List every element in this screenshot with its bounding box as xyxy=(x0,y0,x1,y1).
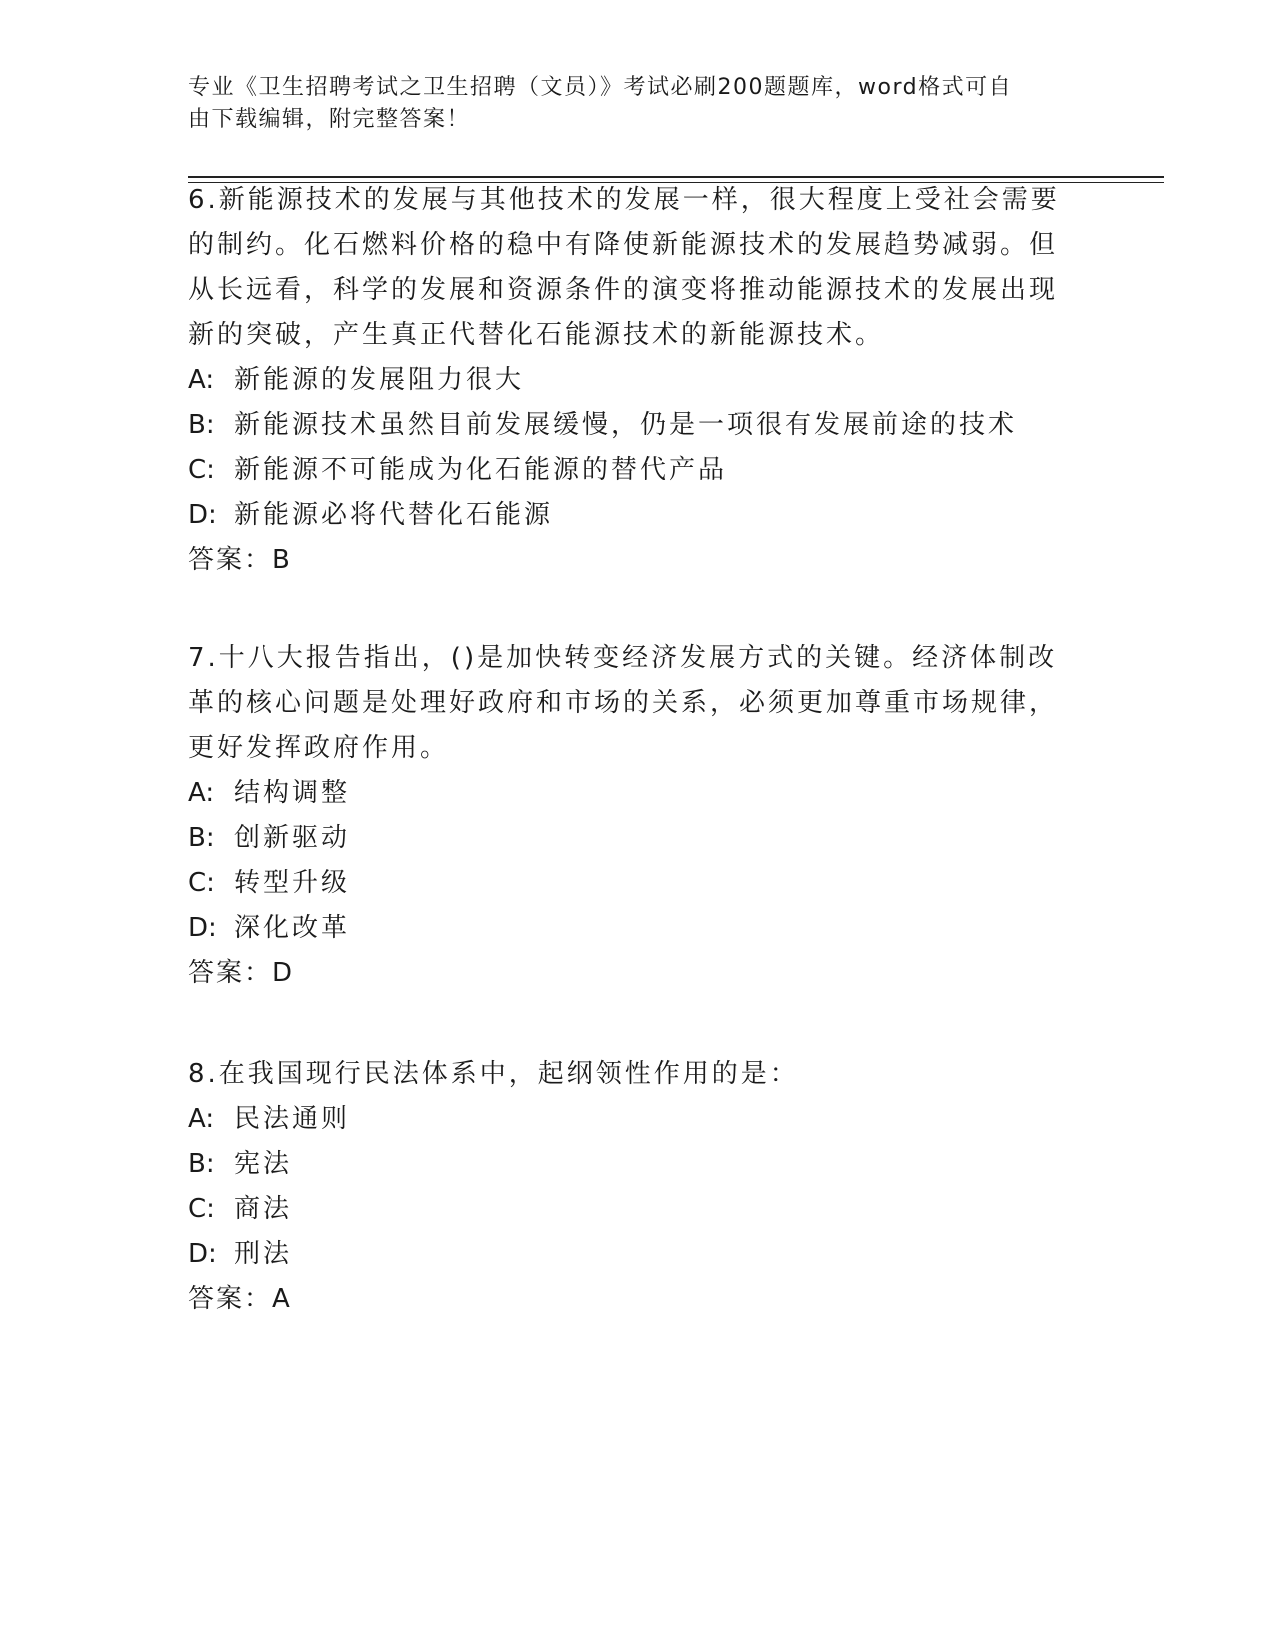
option-key: A: xyxy=(188,1104,215,1134)
option-a xyxy=(188,358,1068,403)
option-b xyxy=(188,1142,1068,1187)
option-a xyxy=(188,1097,1068,1142)
option-text: 新能源的发展阻力很大 xyxy=(234,365,525,395)
option-key: B: xyxy=(188,823,215,853)
option-text: 宪法 xyxy=(234,1149,293,1179)
option-text: 商法 xyxy=(234,1194,293,1224)
answer-line xyxy=(188,538,1068,583)
answer-label: 答案： xyxy=(188,1284,273,1314)
header-line-1: 专业《卫生招聘考试之卫生招聘（文员）》考试必刷200题题库，word格式可自 xyxy=(188,75,1013,100)
option-text: 转型升级 xyxy=(234,868,351,898)
option-text: 深化改革 xyxy=(234,913,351,943)
option-key: C: xyxy=(188,1194,215,1224)
option-key: D: xyxy=(188,500,217,530)
answer-value: D xyxy=(272,958,294,988)
answer-line xyxy=(188,1277,1068,1322)
question-8 xyxy=(188,1052,1068,1322)
option-a xyxy=(188,771,1068,816)
option-c xyxy=(188,448,1068,493)
option-text: 刑法 xyxy=(234,1239,293,1269)
option-text: 民法通则 xyxy=(234,1104,351,1134)
option-key: D: xyxy=(188,913,217,943)
option-key: A: xyxy=(188,778,215,808)
option-text: 创新驱动 xyxy=(234,823,351,853)
answer-value: B xyxy=(272,545,291,575)
document-header xyxy=(188,72,1068,136)
option-c xyxy=(188,861,1068,906)
option-key: C: xyxy=(188,868,215,898)
option-key: B: xyxy=(188,410,215,440)
option-text: 新能源必将代替化石能源 xyxy=(234,500,554,530)
option-text: 结构调整 xyxy=(234,778,351,808)
option-text: 新能源不可能成为化石能源的替代产品 xyxy=(234,455,728,485)
question-6 xyxy=(188,178,1068,583)
option-key: C: xyxy=(188,455,215,485)
option-d xyxy=(188,1232,1068,1277)
answer-value: A xyxy=(272,1284,291,1314)
option-c xyxy=(188,1187,1068,1232)
option-text: 新能源技术虽然目前发展缓慢，仍是一项很有发展前途的技术 xyxy=(234,410,1018,440)
option-key: A: xyxy=(188,365,215,395)
question-stem: 7.十八大报告指出，()是加快转变经济发展方式的关键。经济体制改革的核心问题是处理好政府和市场的关系，必须更加尊重市场规律，更好发挥政府作用。 xyxy=(188,643,1059,763)
option-b xyxy=(188,403,1068,448)
answer-label: 答案： xyxy=(188,958,273,988)
question-stem: 6.新能源技术的发展与其他技术的发展一样，很大程度上受社会需要的制约。化石燃料价格的稳中有降使新能源技术的发展趋势减弱。但从长远看，科学的发展和资源条件的演变将推动能源技术的发展出现新的突破，产生真正代替化石能源技术的新能源技术。 xyxy=(188,185,1060,350)
question-7 xyxy=(188,636,1068,996)
option-key: B: xyxy=(188,1149,215,1179)
option-d xyxy=(188,906,1068,951)
option-key: D: xyxy=(188,1239,217,1269)
answer-line xyxy=(188,951,1068,996)
question-stem: 8.在我国现行民法体系中，起纲领性作用的是： xyxy=(188,1059,799,1089)
option-d xyxy=(188,493,1068,538)
header-line-2: 由下载编辑，附完整答案！ xyxy=(188,107,471,132)
answer-label: 答案： xyxy=(188,545,273,575)
option-b xyxy=(188,816,1068,861)
